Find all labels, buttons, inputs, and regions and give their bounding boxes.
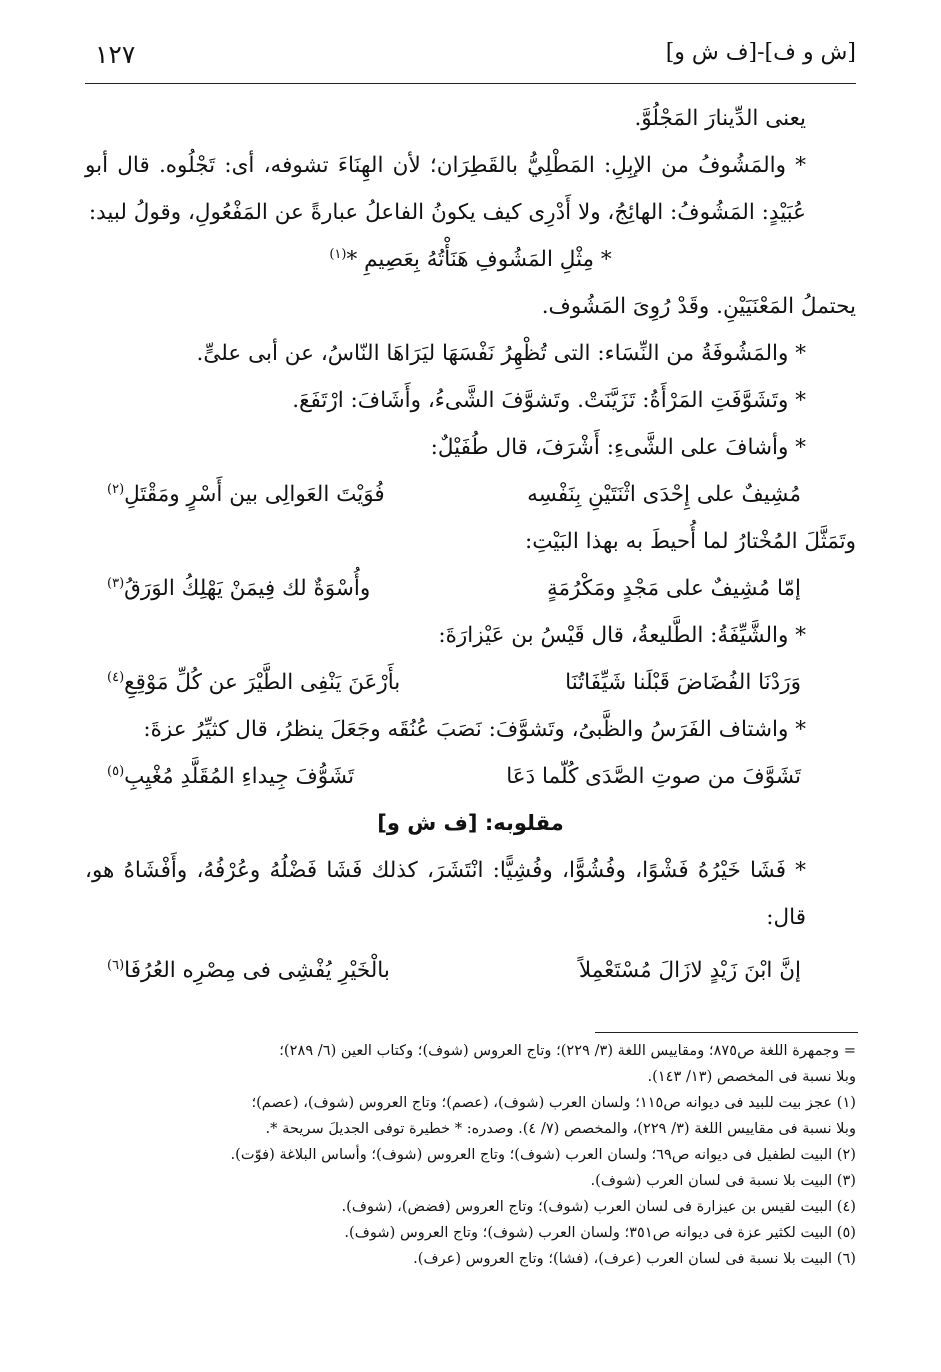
footnote: = وجمهرة اللغة ص٨٧٥؛ ومقاييس اللغة (٣/ ٢٢٩)؛ وتاج العروس (شوف)؛ وكتاب العين (٦/ ٢٨٩)؛	[279, 1042, 856, 1059]
header-rule	[85, 83, 856, 84]
paragraph: * وأشافَ على الشَّىءِ: أَشْرَفَ، قال طُفَيْلٌ:	[430, 435, 806, 460]
footnote-rule	[595, 1032, 858, 1033]
footnote: (٢) البيت لطفيل فى ديوانه ص٦٩؛ ولسان العرب (شوف)؛ وتاج العروس (شوف)؛ وأساس البلاغة (فوّت).	[230, 1146, 856, 1163]
paragraph: يحتملُ المَعْنَيَيْنِ. وقَدْ رُوِىَ المَشُوف.	[541, 294, 856, 319]
verse-line	[107, 753, 801, 800]
verse-first-half: إمّا مُشِيفٌ على مَجْدٍ ومَكْرُمَةٍ	[546, 576, 801, 601]
footnote-marker: (٢)	[107, 481, 125, 497]
footnote-marker: (٥)	[107, 763, 125, 779]
footnote-marker: (٦)	[107, 957, 125, 973]
footnote-marker: (٣)	[107, 575, 125, 591]
root-label: [ش و ف]-[ف ش و]	[665, 40, 856, 65]
footnote: (٥) البيت لكثير عزة فى ديوانه ص٣٥١؛ ولسان العرب (شوف)؛ وتاج العروس (شوف).	[344, 1224, 856, 1241]
entry-body	[85, 95, 856, 994]
verse-first-half: وَرَدْنَا الفُضَاضَ قَبْلَنا شَيِّفَاتُنَا	[565, 670, 801, 695]
footnotes	[85, 1038, 856, 1272]
paragraph: * وتَشَوَّفَتِ المَرْأَةُ: تَزَيَّنَتْ. وتَشوَّفَ الشَّىءُ، وأَشَافَ: ارْتَفَعَ.	[292, 388, 806, 413]
footnote: وبلا نسبة فى المخصص (١٣/ ١٤٣).	[647, 1068, 856, 1085]
paragraph: * والشَّيِّفَةُ: الطَّليعةُ، قال قَيْسُ بن عَيْزارَةَ:	[438, 623, 806, 648]
paragraph: * والمَشُوفَةُ من النِّسَاء: التى تُظْهِرُ نَفْسَهَا ليَرَاهَا النّاسُ، عن أبى علىٍّ.	[196, 341, 806, 366]
paragraph: * والمَشُوفُ من الإبِلِ: المَطْلِيُّ بالقَطِرَان؛ لأن الهِنَاءَ تشوفه، أى: تَجْلُوه. قال أبو عُبَيْدٍ: المَشُوفُ: الهائِجُ، ولا أَدْرِى كيف يكونُ الفاعلُ عبارةً عن المَفْعُولِ، وقولُ لبيد:	[85, 153, 806, 225]
page-number: ١٢٧	[95, 40, 136, 69]
section-title: مقلوبه: [ف ش و]	[377, 811, 564, 835]
paragraph: وتَمَثَّلَ المُخْتارُ لما أُحيطَ به بهذا البَيْتِ:	[524, 529, 856, 554]
verse-first-half: تَشَوَّفَ من صوتِ الصَّدَى كُلّما دَعَا	[506, 764, 801, 789]
footnote: (٣) البيت بلا نسبة فى لسان العرب (شوف).	[590, 1172, 856, 1189]
verse-line	[107, 565, 801, 612]
verse-first-half: مُشِيفٌ على إِحْدَى اثْنَتَيْنِ بِنَفْسِه	[527, 482, 801, 507]
verse-line	[107, 659, 801, 706]
verse-line	[107, 947, 801, 994]
verse-second-half: بأَرْعَنَ يَنْفِى الطَّيْرَ عن كُلِّ مَوْقِعِ$^{(٤)}$	[107, 669, 401, 695]
verse-second-half: فُوَيْتَ العَوالِى بين أَسْرٍ ومَقْتَلِ$^{(٢)}$	[107, 481, 385, 507]
footnote-marker: (١)	[329, 246, 347, 262]
verse-second-half: وأُسْوَةٌ لك فِيمَنْ يَهْلِكُ الوَرَقُ$^{(٣)}$	[107, 575, 371, 601]
verse-second-half: تَشَوُّفَ جِيداءِ المُقَلَّدِ مُغْيِبِ$^{(٥)}$	[107, 763, 355, 789]
footnote: (١) عجز بيت للبيد فى ديوانه ص١١٥؛ ولسان العرب (شوف)، (عصم)؛ وتاج العروس (شوف)، (عصم)؛	[251, 1094, 856, 1111]
verse-text: * مِثْلِ المَشُوفِ هَنَأْتُهُ بِعَصِيمِ *	[346, 247, 612, 272]
verse-line	[107, 471, 801, 518]
footnote: (٦) البيت بلا نسبة فى لسان العرب (عرف)، (فشا)؛ وتاج العروس (عرف).	[413, 1250, 856, 1267]
verse-second-half: بالْخَيْرِ يُفْشِى فى مِصْرِه العُرُفَا$^{(٦)}$	[107, 957, 390, 983]
verse-fragment	[85, 236, 856, 283]
footnote: وبلا نسبة فى مقاييس اللغة (٣/ ٢٢٩)، والمخصص (٧/ ٤). وصدره: * خطيرة توفى الجديلَ سريحة *.	[265, 1120, 856, 1137]
paragraph: يعنى الدِّينارَ المَجْلُوَّ.	[634, 106, 806, 131]
paragraph: * فَشَا خَيْرُهُ فَشْوًا، وفُشُوًّا، وفُشِيًّا: انْتَشَرَ، كذلك فَشَا فَضْلُهُ وعُرْفُهُ، وأَفْشَاهُ هو، قال:	[85, 858, 806, 930]
footnote-marker: (٤)	[107, 669, 125, 685]
verse-first-half: إنَّ ابْنَ زَيْدٍ لازَالَ مُسْتَعْمِلاً	[578, 958, 801, 983]
footnote: (٤) البيت لقيس بن عيزارة فى لسان العرب (شوف)؛ وتاج العروس (فضض)، (شوف).	[341, 1198, 856, 1215]
paragraph: * واشتاف الفَرَسُ والظَّبىُ، وتَشوَّفَ: نَصَبَ عُنُقَه وجَعَلَ ينظرُ، قال كثيِّرُ عزةَ:	[143, 717, 806, 742]
